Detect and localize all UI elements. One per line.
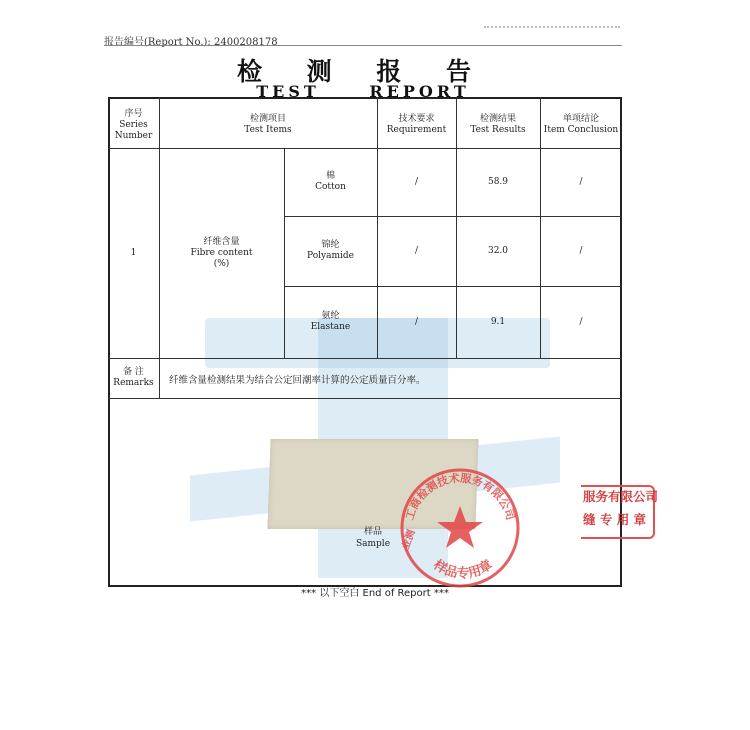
report-title-en-right: REPORT [369,82,470,101]
col-header-conclusion-cn: 单项结论 [562,114,599,124]
col-header-results-en: Test Results [470,125,526,135]
fibre-name-elastane [284,286,377,358]
col-header-requirement-cn: 技术要求 [398,114,435,124]
report-number-label: 报告编号(Report No.): [104,37,211,48]
fibre-name-polyamide [284,216,377,286]
partial-seal-line1: 服务有限公司 [583,489,659,504]
fibre-cotton-requirement: / [414,176,419,187]
col-header-test-items [159,103,377,147]
seal-top-text: 工商检测技术服务有限公司 [403,471,517,522]
fibre-elastane-result: 9.1 [490,316,506,327]
col-header-requirement [377,103,456,147]
row-item-cn: 纤维含量 [203,236,240,247]
header-rule [104,45,622,46]
seal-bottom-text: 样品专用章 [430,557,496,582]
row-item-unit: (%) [213,258,230,269]
fibre-cotton-result: 58.9 [487,176,509,187]
fibre-polyamide-requirement: / [414,245,419,256]
remarks-label [108,358,159,398]
sample-seal-stamp [390,458,530,596]
fibre-polyamide-result: 32.0 [487,245,509,256]
col-header-requirement-en: Requirement [386,125,447,135]
seal-left-text: 业测 [400,528,418,552]
col-header-series-cn: 序号 [124,108,143,119]
col-header-results [456,103,540,147]
fibre-name-cotton [284,148,377,216]
partial-seal-stamp [581,485,661,535]
col-header-test-items-cn: 检测项目 [249,114,286,124]
col-header-test-items-en: Test Items [244,125,292,135]
row-number: 1 [130,247,137,258]
col-header-conclusion-en: Item Conclusion [543,125,619,135]
sample-label-en: Sample [355,539,391,549]
remarks-label-en: Remarks [113,378,154,388]
seal-star-icon [437,506,483,548]
fibre-elastane-requirement: / [414,316,419,327]
row-item [159,148,284,358]
row-divider-sample [108,398,622,399]
report-title-en-left: TEST [256,82,320,101]
fibre-cotton-cn: 棉 [325,171,335,181]
fibre-elastane-cn: 氨纶 [321,311,340,321]
report-title-cn: 检 测 报 告 [236,57,490,86]
fibre-polyamide-cn: 锦纶 [321,240,340,250]
col-header-series-en1: Series [119,119,148,130]
fibre-elastane-en: Elastane [310,322,351,332]
sample-label-cn: 样品 [363,527,382,537]
fibre-polyamide-conclusion: / [579,245,583,256]
row-divider-remarks [108,358,622,359]
partial-seal-line2: 缝 专 用 章 [583,512,647,527]
remarks-text: 纤维含量检测结果为结合公定回潮率计算的公定质量百分率。 [169,375,426,386]
col-header-results-cn: 检测结果 [479,114,516,124]
fibre-cotton-en: Cotton [315,182,346,192]
row-item-en: Fibre content [190,247,253,258]
report-number-value: 2400208178 [213,37,278,48]
fibre-elastane-conclusion: / [579,316,583,327]
fibre-polyamide-en: Polyamide [307,251,354,261]
col-header-conclusion [540,103,622,147]
remarks-label-cn: 备 注 [123,367,144,377]
end-of-report: *** 以下空白 End of Report *** [301,588,449,599]
faint-header-marks [484,26,620,34]
col-header-series [108,103,159,147]
fibre-cotton-conclusion: / [579,176,583,187]
col-header-series-en2: Number [114,130,153,141]
